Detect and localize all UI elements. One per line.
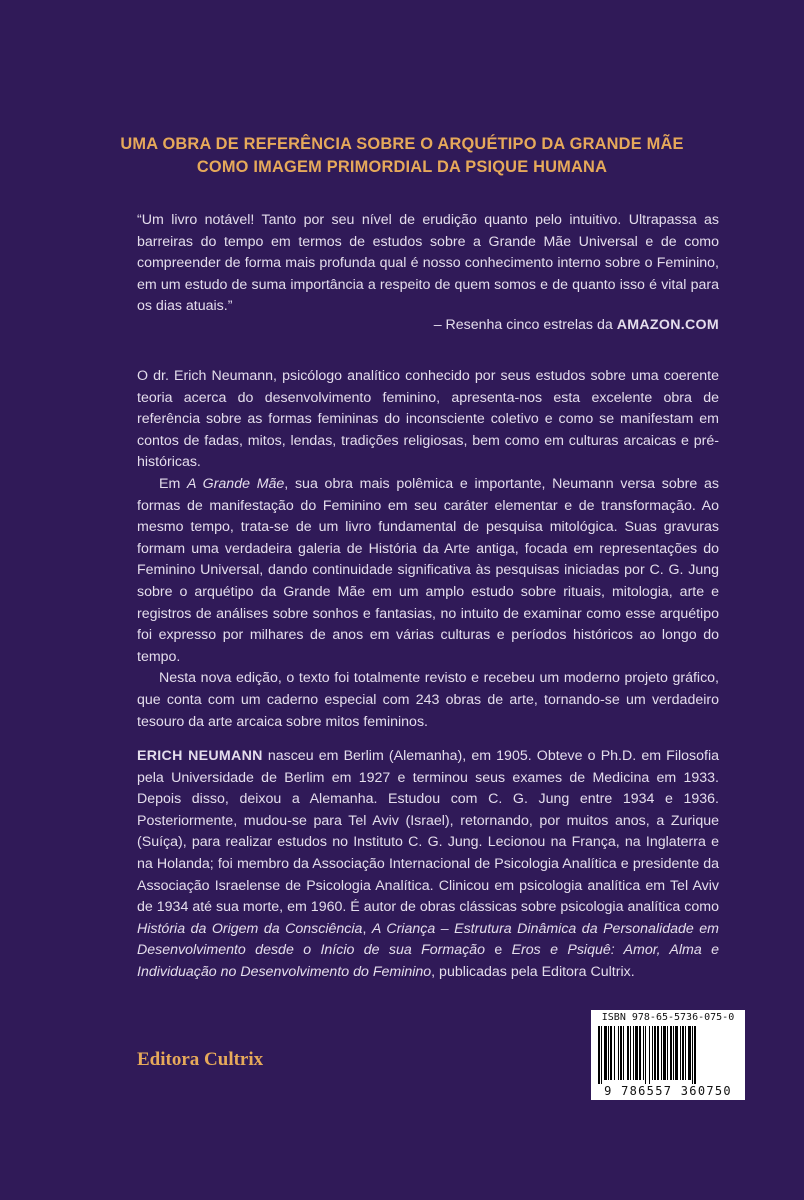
- author-bio-paragraph: [137, 746, 719, 984]
- barcode-bar: [652, 1026, 653, 1080]
- barcode-bar: [682, 1026, 684, 1080]
- barcode-bar: [680, 1026, 681, 1080]
- barcode-bar: [618, 1026, 619, 1080]
- barcode-digits: 9 786557 360750: [604, 1084, 732, 1098]
- barcode-bar: [635, 1026, 638, 1080]
- barcode-bar: [654, 1026, 656, 1080]
- bio-sep-2: e: [484, 942, 512, 959]
- barcode-bar: [688, 1026, 691, 1080]
- attribution-prefix: – Resenha cinco estrelas da: [433, 317, 617, 333]
- headline-line-1: UMA OBRA DE REFERÊNCIA SOBRE O ARQUÉTIPO DA GRANDE MÃE: [120, 135, 684, 153]
- publisher-logo: Editora Cultrix: [137, 1049, 264, 1070]
- barcode-bar: [620, 1026, 622, 1080]
- bio-work-title-3: Eros e Psiquê: Amor, Alma e Individuação no Desenvolvimento do Feminino: [137, 942, 719, 980]
- barcode-bar: [627, 1026, 629, 1080]
- barcode-bar: [643, 1026, 644, 1080]
- attribution-source: AMAZON.COM: [616, 317, 719, 333]
- book-description: [137, 366, 719, 733]
- bio-work-title-1: História da Origem da Consciência: [137, 920, 363, 937]
- barcode-bar: [645, 1026, 646, 1084]
- barcode-bar: [604, 1026, 607, 1080]
- description-paragraph-1: O dr. Erich Neumann, psicólogo analítico conhecido por seus estudos sobre uma coerente teoria acerca do desenvolvimento feminino, apresenta-nos esta excelente obra de referência sobre as formas femininas do inconsciente coletivo e como se manifestam em contos de fadas, mitos, lendas, tradições religiosas, bem como em culturas arcaicas e pré-históricas.: [137, 368, 719, 471]
- barcode-bar: [633, 1026, 634, 1080]
- barcode-bar: [614, 1026, 615, 1080]
- barcode-bar: [685, 1026, 686, 1080]
- barcode-bar: [630, 1026, 631, 1080]
- barcode-bar: [598, 1026, 600, 1084]
- headline: [60, 133, 744, 179]
- author-name: ERICH NEUMANN: [137, 748, 263, 764]
- barcode-bar: [670, 1026, 672, 1080]
- description-paragraph-3: Nesta nova edição, o texto foi totalmente revisto e recebeu um moderno projeto gráfico, que conta com um caderno especial com 243 obras de arte, tornando-se um verdadeiro tesouro da arte arcaica sobre mitos femininos.: [137, 670, 719, 730]
- barcode-bars: [597, 1026, 739, 1084]
- review-attribution: [434, 315, 719, 337]
- barcode-bar: [673, 1026, 674, 1080]
- barcode-bar: [639, 1026, 641, 1080]
- bio-work-title-2: A Criança – Estrutura Dinâmica da Personalidade em Desenvolvimento desde o Início de sua Formação: [137, 920, 720, 959]
- description-p2-after: , sua obra mais polêmica e importante, Neumann versa sobre as formas de manifestação do Feminino em seu caráter elementar e de transformação. Ao mesmo tempo, trata-se de um livro fundamental de pesquisa mitológica. Suas gravuras formam uma verdadeira galeria de História da Arte antiga, focada em representações do Feminino Universal, dando continuidade significativa às pesquisas iniciadas por C. G. Jung sobre o arquétipo da Grande Mãe em um amplo estudo sobre rituais, mitologia, arte e registros de análises sobre sonhos e fantasias, no intuito de examinar como esse arquétipo foi expresso por milhares de anos em várias culturas e períodos históricos ao longo do tempo.: [137, 475, 719, 665]
- barcode-bar: [610, 1026, 612, 1080]
- barcode-bar: [663, 1026, 666, 1080]
- isbn-label: ISBN 978-65-5736-075-0: [601, 1012, 735, 1023]
- bio-text-2: , publicadas pela Editora Cultrix.: [431, 963, 635, 980]
- headline-line-2: COMO IMAGEM PRIMORDIAL DA PSIQUE HUMANA: [196, 158, 608, 176]
- barcode-bar: [667, 1026, 668, 1080]
- barcode-bar: [608, 1026, 609, 1080]
- barcode-bar: [675, 1026, 678, 1080]
- review-quote-text: “Um livro notável! Tanto por seu nível de erudição quanto pelo intuitivo. Ultrapassa as barreiras do tempo em termos de estudos sobre a Grande Mãe Universal e de como compreender de forma mais profunda qual é nosso conhecimento interno sobre o Feminino, em um estudo de suma importância a respeito de quem somos e de quanto isso é vital para os dias atuais.”: [137, 212, 719, 315]
- barcode-bar: [694, 1026, 696, 1084]
- barcode-bar: [661, 1026, 662, 1080]
- barcode-bar: [601, 1026, 602, 1084]
- bio-text-1: nasceu em Berlim (Alemanha), em 1905. Obteve o Ph.D. em Filosofia pela Universidade de Berlim em 1927 e terminou seus exames de Medicina em 1933. Depois disso, deixou a Alemanha. Estudou com C. G. Jung entre 1934 e 1936. Posteriormente, mudou-se para Tel Aviv (Israel), retornando, por muitos anos, a Zurique (Suíça), para realizar estudos no Instituto C. G. Jung. Lecionou na França, na Inglaterra e na Holanda; foi membro da Associação Internacional de Psicologia Analítica e presidente da Associação Israelense de Psicologia Analítica. Clinicou em psicologia analítica em Tel Aviv de 1934 até sua morte, em 1960. É autor de obras clássicas sobre psicologia analítica como: [137, 748, 719, 916]
- book-title: A Grande Mãe: [187, 475, 285, 492]
- barcode-bar: [692, 1026, 693, 1084]
- bio-sep-1: ,: [362, 920, 372, 937]
- description-p2-before: Em: [159, 475, 187, 492]
- author-bio: [137, 746, 719, 984]
- description-paragraph-2: [137, 474, 719, 668]
- isbn-barcode: [591, 1010, 745, 1100]
- barcode-bar: [649, 1026, 650, 1084]
- barcode-bar: [623, 1026, 624, 1080]
- barcode-bar: [657, 1026, 659, 1080]
- review-quote: [137, 210, 719, 318]
